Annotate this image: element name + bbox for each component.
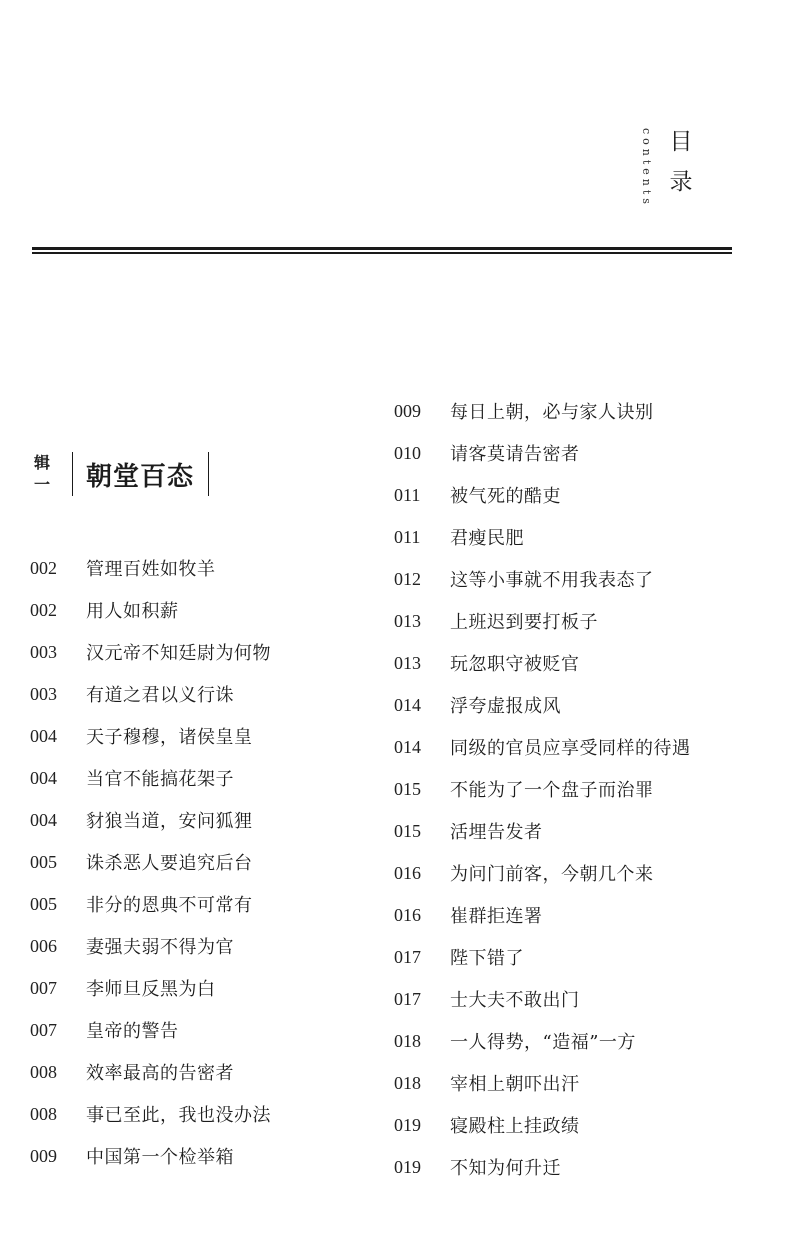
toc-entry[interactable] [30,1051,271,1093]
section-label [30,452,54,496]
toc-page-number: 004 [30,809,57,830]
toc-entry-title: 中国第一个检举箱 [86,1147,234,1168]
section-divider-left [72,452,73,496]
toc-page-number: 018 [394,1072,421,1093]
page-title-char-1: 目 [669,129,693,155]
toc-entry[interactable] [394,894,691,936]
toc-entry-title: 事已至此，我也没办法 [86,1105,271,1126]
toc-entry-title: 豺狼当道，安问狐狸 [86,811,253,832]
toc-entry[interactable] [30,925,271,967]
toc-entry[interactable] [394,726,691,768]
toc-entry-title: 妻强夫弱不得为官 [86,937,234,958]
toc-entry-title: 当官不能搞花架子 [86,769,234,790]
toc-entry[interactable] [30,673,271,715]
toc-entry-title: 浮夸虚报成风 [450,696,561,717]
toc-entry[interactable] [394,768,691,810]
toc-entry-title: 每日上朝，必与家人诀别 [450,402,654,423]
toc-entry-title: 陛下错了 [450,948,524,969]
toc-page-number: 013 [394,610,421,631]
section-label-char-2: 一 [33,475,50,494]
toc-page-number: 017 [394,988,421,1009]
toc-entry-title: 崔群拒连署 [450,906,543,927]
page-title [666,122,696,202]
toc-page-number: 002 [30,599,57,620]
toc-entry[interactable] [30,631,271,673]
toc-entry[interactable] [30,841,271,883]
toc-entry-title: 汉元帝不知廷尉为何物 [86,643,271,664]
toc-entry[interactable] [30,757,271,799]
toc-page-number: 011 [394,484,421,505]
toc-page-number: 005 [30,851,57,872]
toc-entry[interactable] [30,589,271,631]
toc-page-number: 004 [30,725,57,746]
toc-page-number: 008 [30,1061,57,1082]
toc-entry[interactable] [30,799,271,841]
toc-entry-title: 不能为了一个盘子而治罪 [450,780,654,801]
toc-entry[interactable] [394,810,691,852]
toc-page-number: 010 [394,442,421,463]
toc-entry-title: 君瘦民肥 [450,528,524,549]
toc-page-number: 009 [394,400,421,421]
toc-entry[interactable] [394,684,691,726]
toc-page-number: 014 [394,736,421,757]
toc-entry-title: 用人如积薪 [86,601,179,622]
toc-entry[interactable] [30,967,271,1009]
toc-entry-title: 非分的恩典不可常有 [86,895,253,916]
toc-page-number: 006 [30,935,57,956]
toc-entry-title: 寝殿柱上挂政绩 [450,1116,580,1137]
toc-page-number: 019 [394,1114,421,1135]
toc-page-number: 002 [30,557,57,578]
toc-entry[interactable] [394,432,691,474]
toc-entry[interactable] [394,600,691,642]
toc-page-number: 016 [394,862,421,883]
toc-page-number: 004 [30,767,57,788]
toc-entry-title: 上班迟到要打板子 [450,612,598,633]
toc-entry[interactable] [30,1009,271,1051]
toc-page-number: 012 [394,568,421,589]
page-title-char-2: 录 [669,169,693,195]
toc-entry[interactable] [394,1062,691,1104]
toc-page-number: 005 [30,893,57,914]
toc-entry[interactable] [394,936,691,978]
toc-entry[interactable] [394,558,691,600]
toc-entry-title: 不知为何升迁 [450,1158,561,1179]
toc-entry[interactable] [30,1135,271,1177]
toc-page-number: 013 [394,652,421,673]
header-rule-thin [32,252,732,254]
toc-left-column [30,547,271,1177]
toc-entry-title: 诛杀恶人要追究后台 [86,853,253,874]
contents-subtitle: contents [640,128,653,208]
toc-entry[interactable] [30,1093,271,1135]
toc-entry[interactable] [30,883,271,925]
toc-entry[interactable] [394,1020,691,1062]
toc-entry-title: 管理百姓如牧羊 [86,559,216,580]
toc-entry-title: 为问门前客，今朝几个来 [450,864,654,885]
toc-entry[interactable] [394,516,691,558]
toc-entry-title: 皇帝的警告 [86,1021,179,1042]
section-title: 朝堂百态 [86,462,195,492]
toc-entry-title: 玩忽职守被贬官 [450,654,580,675]
toc-entry-title: 李师旦反黑为白 [86,979,216,1000]
toc-entry-title: 天子穆穆，诸侯皇皇 [86,727,253,748]
toc-entry[interactable] [394,642,691,684]
toc-page-number: 014 [394,694,421,715]
toc-page-number: 009 [30,1145,57,1166]
toc-entry-title: 被气死的酷吏 [450,486,561,507]
toc-page-number: 017 [394,946,421,967]
toc-entry-title: 一人得势，“造福”一方 [450,1032,636,1053]
toc-entry[interactable] [394,390,691,432]
toc-page-number: 015 [394,778,421,799]
toc-entry[interactable] [394,978,691,1020]
toc-page-number: 018 [394,1030,421,1051]
contents-heading [640,122,700,232]
toc-entry[interactable] [394,1104,691,1146]
toc-entry[interactable] [30,547,271,589]
toc-entry-title: 请客莫请告密者 [450,444,580,465]
toc-page-number: 008 [30,1103,57,1124]
toc-entry-title: 宰相上朝吓出汗 [450,1074,580,1095]
toc-right-column [394,390,691,1188]
toc-entry[interactable] [30,715,271,757]
toc-entry-title: 效率最高的告密者 [86,1063,234,1084]
toc-entry-title: 同级的官员应享受同样的待遇 [450,738,691,759]
toc-page-number: 003 [30,641,57,662]
toc-entry-title: 活埋告发者 [450,822,543,843]
toc-page-number: 003 [30,683,57,704]
toc-page-number: 015 [394,820,421,841]
section-divider-right [208,452,209,496]
toc-page-number: 016 [394,904,421,925]
toc-page-number: 007 [30,1019,57,1040]
section-label-char-1: 辑 [33,453,50,472]
toc-entry[interactable] [394,1146,691,1188]
toc-entry-title: 有道之君以义行诛 [86,685,234,706]
toc-page-number: 019 [394,1156,421,1177]
header-rule-thick [32,247,732,250]
toc-entry-title: 这等小事就不用我表态了 [450,570,654,591]
toc-page-number: 011 [394,526,421,547]
toc-entry-title: 士大夫不敢出门 [450,990,580,1011]
toc-page-number: 007 [30,977,57,998]
toc-entry[interactable] [394,474,691,516]
toc-entry[interactable] [394,852,691,894]
